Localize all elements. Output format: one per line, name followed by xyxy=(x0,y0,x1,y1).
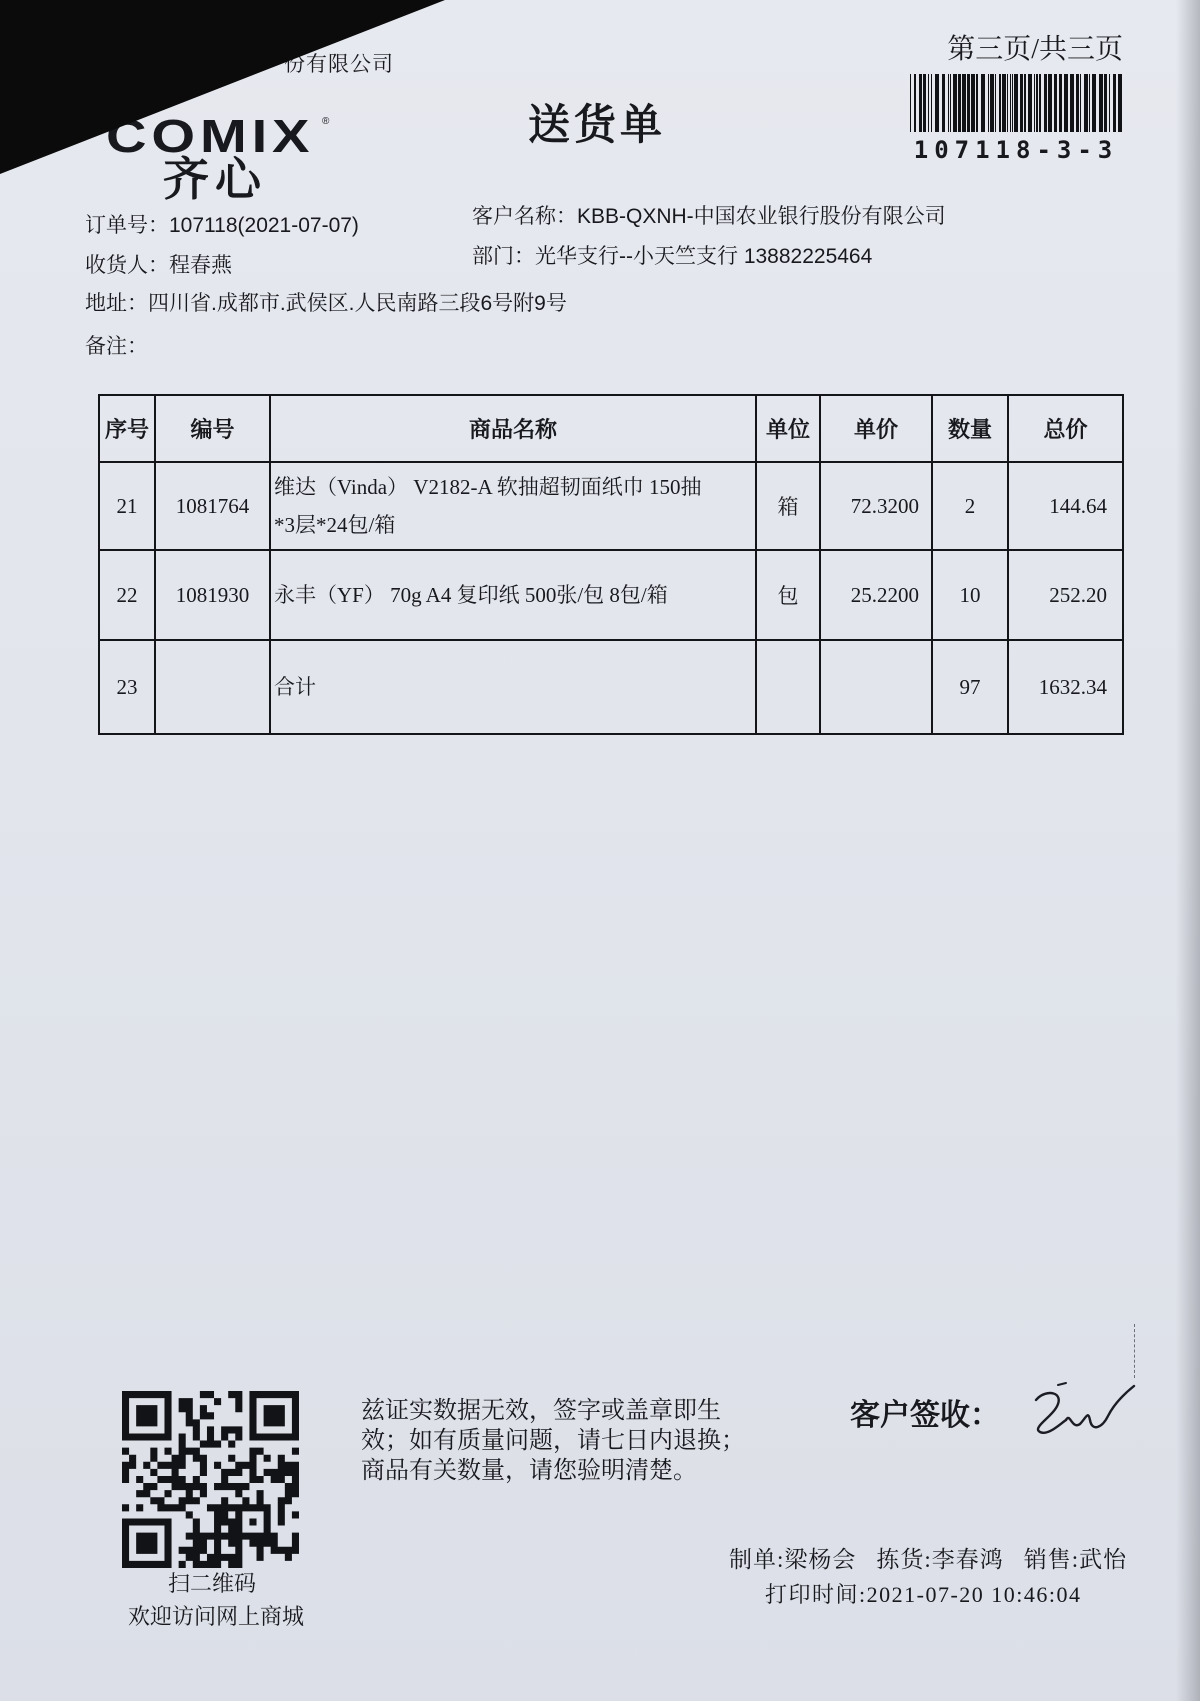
scan-artifact-line xyxy=(1134,1324,1135,1378)
barcode-bars xyxy=(910,74,1122,132)
cell-seq: 22 xyxy=(99,550,155,640)
consignee-label: 收货人： xyxy=(85,254,169,277)
document-title: 送货单 xyxy=(527,101,666,148)
page-indicator: 第三页/共三页 xyxy=(947,34,1123,65)
department-value: 光华支行--小天竺支行 13882225464 xyxy=(535,245,873,268)
registered-mark: ® xyxy=(322,116,330,127)
cell-code: 1081764 xyxy=(155,462,270,550)
qr-caption-scan: 扫二维码 xyxy=(167,1571,256,1596)
items-table xyxy=(98,394,1124,735)
signature-stroke xyxy=(1036,1393,1066,1433)
cell-grand-total: 1632.34 xyxy=(1008,640,1123,734)
qixin-logo-text: 齐心 xyxy=(163,153,267,205)
print-time: 打印时间:2021-07-20 10:46:04 xyxy=(765,1582,1082,1607)
notice-line: 商品有关数量，请您验明清楚。 xyxy=(361,1457,697,1484)
department-line xyxy=(472,244,872,270)
qr-code xyxy=(122,1391,299,1568)
cell-product-name xyxy=(270,462,756,550)
cell-seq: 21 xyxy=(99,462,155,550)
cell-quantity: 10 xyxy=(932,550,1008,640)
header-product-name: 商品名称 xyxy=(270,395,756,462)
address-label: 地址： xyxy=(85,292,148,315)
address-line xyxy=(85,291,567,317)
header-quantity: 数量 xyxy=(932,395,1008,462)
cell-seq: 23 xyxy=(99,640,155,734)
prepared-by: 制单:梁杨会 xyxy=(729,1547,857,1572)
product-name-line: 永丰（YF） 70g A4 复印纸 500张/包 8包/箱 xyxy=(274,583,668,607)
product-name-line: 维达（Vinda） V2182-A 软抽超韧面纸巾 150抽 xyxy=(274,475,702,499)
cell-unit-price: 72.3200 xyxy=(820,462,932,550)
remarks-label: 备注： xyxy=(85,335,148,358)
notice-line: 兹证实数据无效，签字或盖章即生 xyxy=(361,1397,721,1424)
notice-line: 效；如有质量问题，请七日内退换； xyxy=(361,1427,745,1454)
staff-line xyxy=(729,1546,1147,1574)
cell-unit: 包 xyxy=(756,550,820,640)
table-row xyxy=(99,550,1123,640)
qr-caption-welcome: 欢迎访问网上商城 xyxy=(127,1604,304,1629)
header-total-price: 总价 xyxy=(1008,395,1123,462)
customer-signature xyxy=(1022,1378,1140,1454)
consignee-value: 程春燕 xyxy=(169,254,232,277)
cell-unit-price xyxy=(820,640,932,734)
product-name-line: *3层*24包/箱 xyxy=(274,513,396,537)
order-number-value: 107118(2021-07-07) xyxy=(169,214,359,237)
qr-modules xyxy=(122,1391,299,1568)
page-edge-shadow xyxy=(1176,0,1200,1701)
barcode xyxy=(909,74,1123,132)
cell-quantity-total: 97 xyxy=(932,640,1008,734)
cell-unit xyxy=(756,640,820,734)
cell-total-price: 252.20 xyxy=(1008,550,1123,640)
header-unit: 单位 xyxy=(756,395,820,462)
cell-product-name xyxy=(270,640,756,734)
header-seq: 序号 xyxy=(99,395,155,462)
header-unit-price: 单价 xyxy=(820,395,932,462)
cell-unit-price: 25.2200 xyxy=(820,550,932,640)
customer-name-label: 客户名称： xyxy=(472,205,577,228)
cell-code: 1081930 xyxy=(155,550,270,640)
signature-stroke xyxy=(1066,1386,1134,1427)
table-row xyxy=(99,462,1123,550)
customer-signature-label: 客户签收： xyxy=(850,1399,1000,1432)
order-number-label: 订单号： xyxy=(85,214,169,237)
customer-name-line xyxy=(472,204,946,230)
cell-product-name xyxy=(270,550,756,640)
company-name-fragment: 份有限公司 xyxy=(284,53,394,76)
consignee-line xyxy=(85,253,232,279)
table-header-row xyxy=(99,395,1123,462)
address-value: 四川省.成都市.武侯区.人民南路三段6号附9号 xyxy=(148,292,567,315)
signature-stroke xyxy=(1058,1383,1066,1385)
cell-total-price: 144.64 xyxy=(1008,462,1123,550)
remarks-line xyxy=(85,334,148,360)
salesperson: 销售:武怡 xyxy=(1023,1547,1128,1572)
header-code: 编号 xyxy=(155,395,270,462)
total-label: 合计 xyxy=(274,675,316,699)
comix-logo-text: COMIX xyxy=(106,110,315,162)
table-row-total xyxy=(99,640,1123,734)
cell-quantity: 2 xyxy=(932,462,1008,550)
cell-unit: 箱 xyxy=(756,462,820,550)
notice-text xyxy=(361,1396,745,1486)
customer-name-value: KBB-QXNH-中国农业银行股份有限公司 xyxy=(577,205,946,228)
picker: 拣货:李春鸿 xyxy=(876,1547,1004,1572)
department-label: 部门： xyxy=(472,245,535,268)
cell-code xyxy=(155,640,270,734)
order-number-line xyxy=(85,213,359,239)
barcode-number: 107118-3-3 xyxy=(913,136,1119,164)
